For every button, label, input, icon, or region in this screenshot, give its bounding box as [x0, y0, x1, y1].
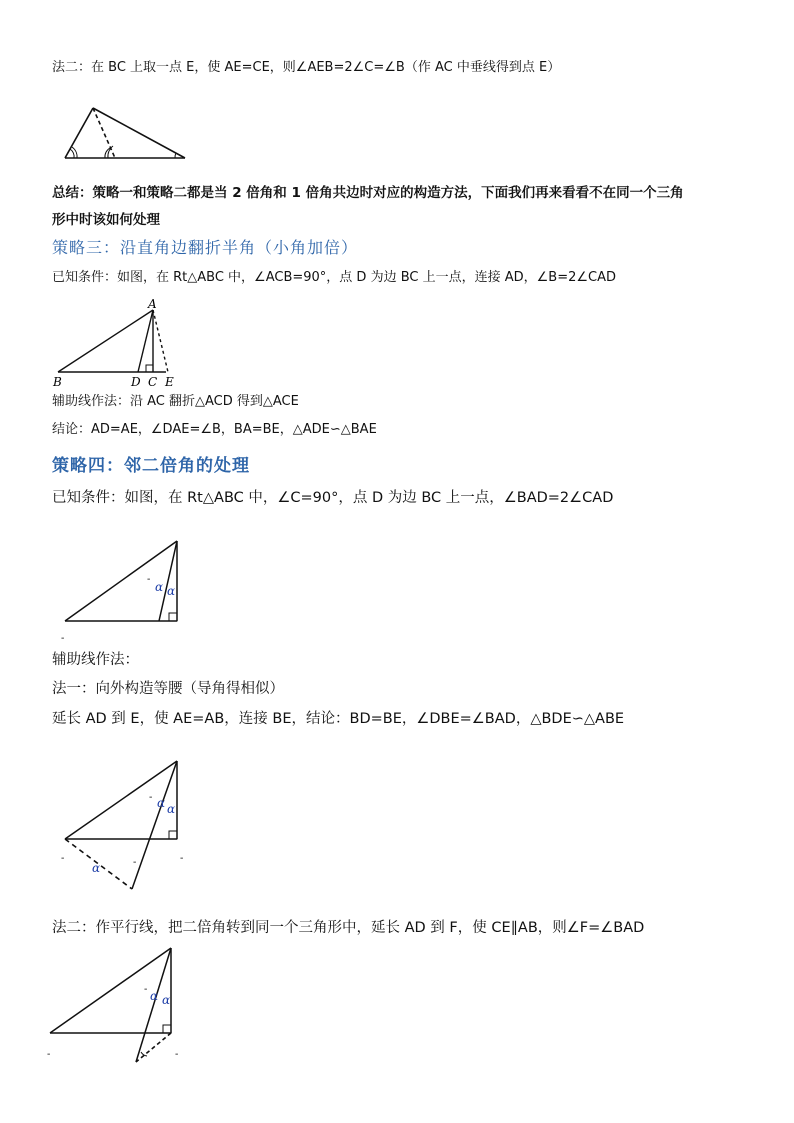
figure-external-isosceles: [55, 755, 195, 895]
strategy4-title: 策略四：邻二倍角的处理: [52, 456, 250, 476]
alpha-label-1: α: [155, 580, 164, 594]
figure-adjacent-double-angle: [55, 535, 195, 645]
strategy4-given: 已知条件：如图，在 Rt△ABC 中，∠C=90°，点 D 为边 BC 上一点，∠BAD=2∠CAD: [52, 490, 614, 506]
svg-text:-: -: [180, 853, 184, 864]
svg-text:-: -: [133, 857, 137, 868]
alpha-label-4: α: [167, 802, 176, 816]
alpha-label-6: α: [150, 989, 159, 1003]
svg-text:-: -: [147, 574, 151, 585]
svg-text:-: -: [61, 853, 65, 864]
svg-text:-: -: [61, 633, 65, 644]
method1-text: 延长 AD 到 E，使 AE=AB，连接 BE，结论：BD=BE，∠DBE=∠BAD，△BDE∽△ABE: [52, 711, 625, 727]
method2-line-b: 法二：作平行线，把二倍角转到同一个三角形中，延长 AD 到 F，使 CE∥AB，则∠F=∠BAD: [52, 920, 645, 936]
strategy4-aux: 辅助线作法：: [52, 652, 139, 668]
svg-text:-: -: [144, 984, 148, 995]
label-D: D: [131, 375, 141, 389]
strategy3-aux: 辅助线作法：沿 AC 翻折△ACD 得到△ACE: [52, 394, 299, 409]
svg-text:-: -: [47, 1049, 51, 1060]
svg-text:-: -: [149, 792, 153, 803]
alpha-label-5: α: [92, 861, 101, 875]
figure-fold-half-angle: [48, 296, 198, 392]
label-B: B: [53, 375, 62, 389]
label-E: E: [165, 375, 174, 389]
strategy3-title: 策略三：沿直角边翻折半角（小角加倍）: [52, 238, 359, 257]
svg-text:-: -: [175, 1049, 179, 1060]
summary-line-1: 总结：策略一和策略二都是当 2 倍角和 1 倍角共边时对应的构造方法，下面我们再来看看不在同一个三角: [52, 185, 684, 201]
method1-title: 法一：向外构造等腰（导角得相似）: [52, 681, 284, 697]
alpha-label-7: α: [162, 993, 171, 1007]
strategy3-given: 已知条件：如图，在 Rt△ABC 中，∠ACB=90°，点 D 为边 BC 上一点，连接 AD，∠B=2∠CAD: [52, 270, 617, 285]
method2-line-a: 法二：在 BC 上取一点 E，使 AE=CE，则∠AEB=2∠C=∠B（作 AC 中垂线得到点 E）: [52, 60, 561, 75]
figure-parallel-line: [45, 940, 195, 1070]
figure-isosceles-split: [55, 100, 195, 180]
alpha-label-2: α: [167, 584, 176, 598]
label-C: C: [148, 375, 158, 389]
strategy3-conclusion: 结论：AD=AE，∠DAE=∠B，BA=BE，△ADE∽△BAE: [52, 422, 377, 437]
summary-line-2: 形中时该如何处理: [52, 212, 160, 228]
label-A: A: [148, 297, 157, 311]
alpha-label-3: α: [157, 796, 166, 810]
